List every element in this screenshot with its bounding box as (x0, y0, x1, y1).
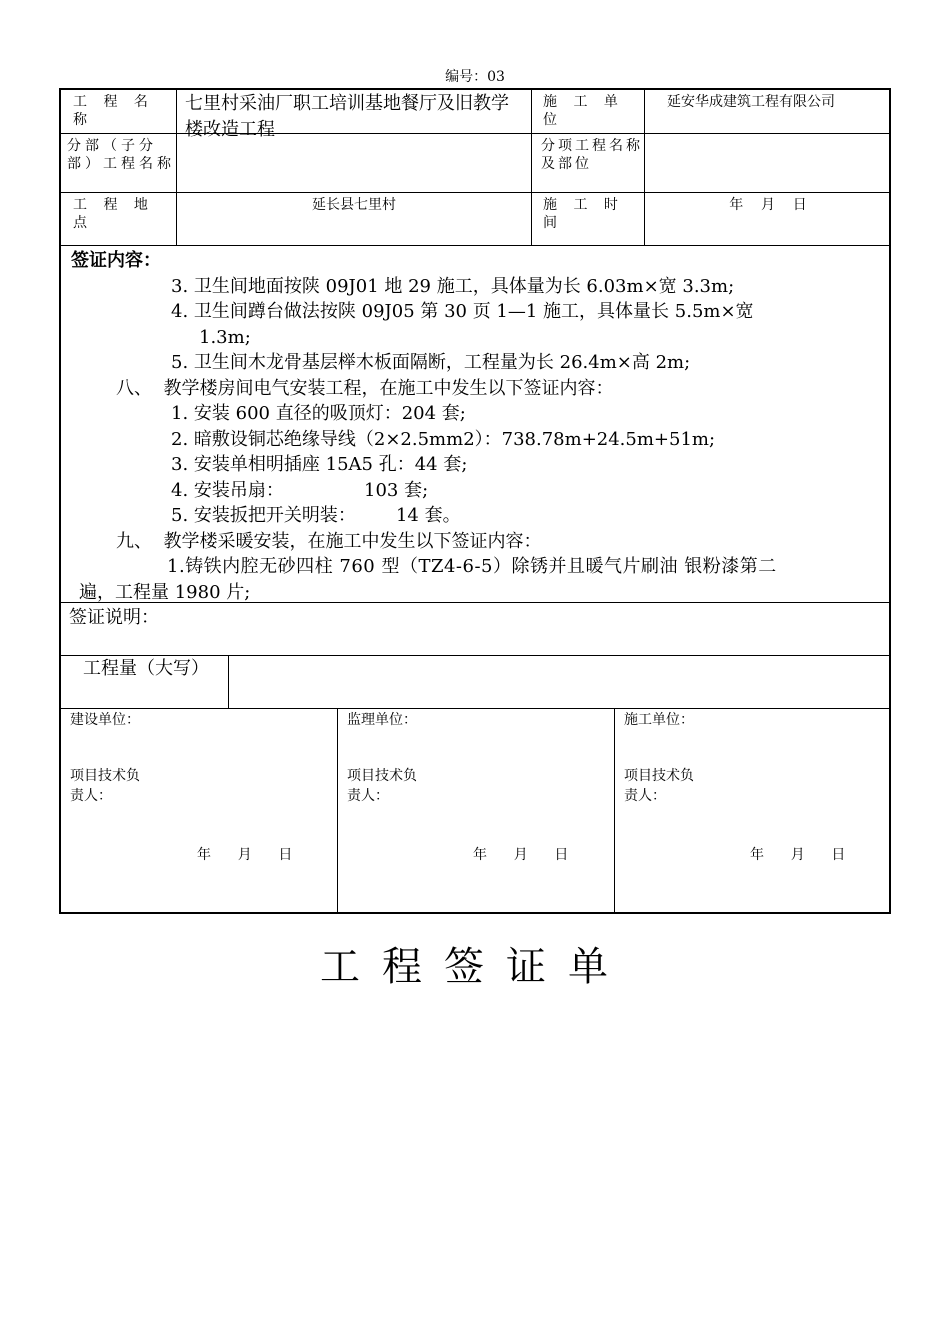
certificate-form (59, 88, 891, 914)
content-heading: 签证内容： (71, 250, 161, 271)
document-title: 工程签证单 (320, 944, 630, 990)
col-divider (531, 90, 532, 245)
row-divider (61, 708, 889, 709)
row-divider (61, 192, 889, 193)
supervisor-unit-label: 监理单位： (347, 712, 417, 728)
row-divider (61, 245, 889, 246)
certificate-content (71, 248, 883, 605)
col-divider (337, 708, 338, 914)
content-line: 遍，工程量 1980 片; (79, 581, 251, 603)
project-name-value: 七里村采油厂职工培训基地餐厅及旧教学楼改造工程 (185, 93, 509, 140)
col-divider (176, 90, 177, 245)
supervisor-sign-date: 年 月 日 (473, 847, 569, 863)
owner-tech-lead-label: 项目技术负责人： (70, 768, 140, 804)
project-name-label: 工 程 名 称 (73, 94, 154, 128)
content-line: 5. 安装扳把开关明装： 14 套。 (171, 505, 461, 526)
sub-project-label: 分部（子分部）工程名称 (67, 138, 175, 172)
content-line: 3. 安装单相明插座 15A5 孔：44 套; (171, 454, 468, 475)
content-line: 1. 安装 600 直径的吸顶灯：204 套; (171, 403, 466, 424)
contractor-value: 延安华成建筑工程有限公司 (667, 94, 835, 110)
item-label: 分项工程名称及部位 (541, 138, 643, 172)
explanation-label: 签证说明： (69, 607, 159, 628)
content-line: 八、 教学楼房间电气安装工程，在施工中发生以下签证内容： (116, 377, 614, 399)
contractor-unit-label: 施工单位： (624, 712, 694, 728)
content-line: 1.铸铁内腔无砂四柱 760 型（TZ4-6-5）除锈并且暖气片刷油 银粉漆第二 (167, 556, 777, 577)
contractor-sign-date: 年 月 日 (750, 847, 846, 863)
content-line: 3. 卫生间地面按陕 09J01 地 29 施工，具体量为长 6.03m×宽 3.3m; (171, 275, 735, 297)
time-label: 施 工 时 间 (543, 197, 624, 231)
owner-unit-label: 建设单位： (70, 712, 140, 728)
col-divider (228, 655, 229, 708)
supervisor-tech-lead-label: 项目技术负责人： (347, 768, 417, 804)
content-line: 2. 暗敷设铜芯绝缘导线（2×2.5mm2）：738.78m+24.5m+51m; (171, 428, 716, 450)
content-line: 1.3m; (199, 326, 251, 348)
owner-sign-date: 年 月 日 (197, 847, 293, 863)
content-line: 九、 教学楼采暖安装，在施工中发生以下签证内容： (116, 530, 542, 552)
location-value: 延长县七里村 (312, 197, 396, 213)
content-line: 5. 卫生间木龙骨基层榉木板面隔断，工程量为长 26.4m×高 2m; (171, 352, 691, 373)
serial-number: 编号：03 (445, 69, 505, 85)
location-label: 工 程 地 点 (73, 197, 154, 231)
contractor-tech-lead-label: 项目技术负责人： (624, 768, 694, 804)
time-value: 年 月 日 (729, 197, 807, 213)
content-line: 4. 安装吊扇： 103 套; (171, 479, 429, 501)
row-divider (61, 655, 889, 656)
content-line: 4. 卫生间蹲台做法按陕 09J05 第 30 页 1—1 施工，具体量长 5.5m×宽 (171, 301, 754, 322)
quantity-label: 工程量（大写） (83, 658, 209, 679)
col-divider (614, 708, 615, 914)
contractor-label: 施 工 单 位 (543, 94, 624, 128)
col-divider (644, 90, 645, 245)
